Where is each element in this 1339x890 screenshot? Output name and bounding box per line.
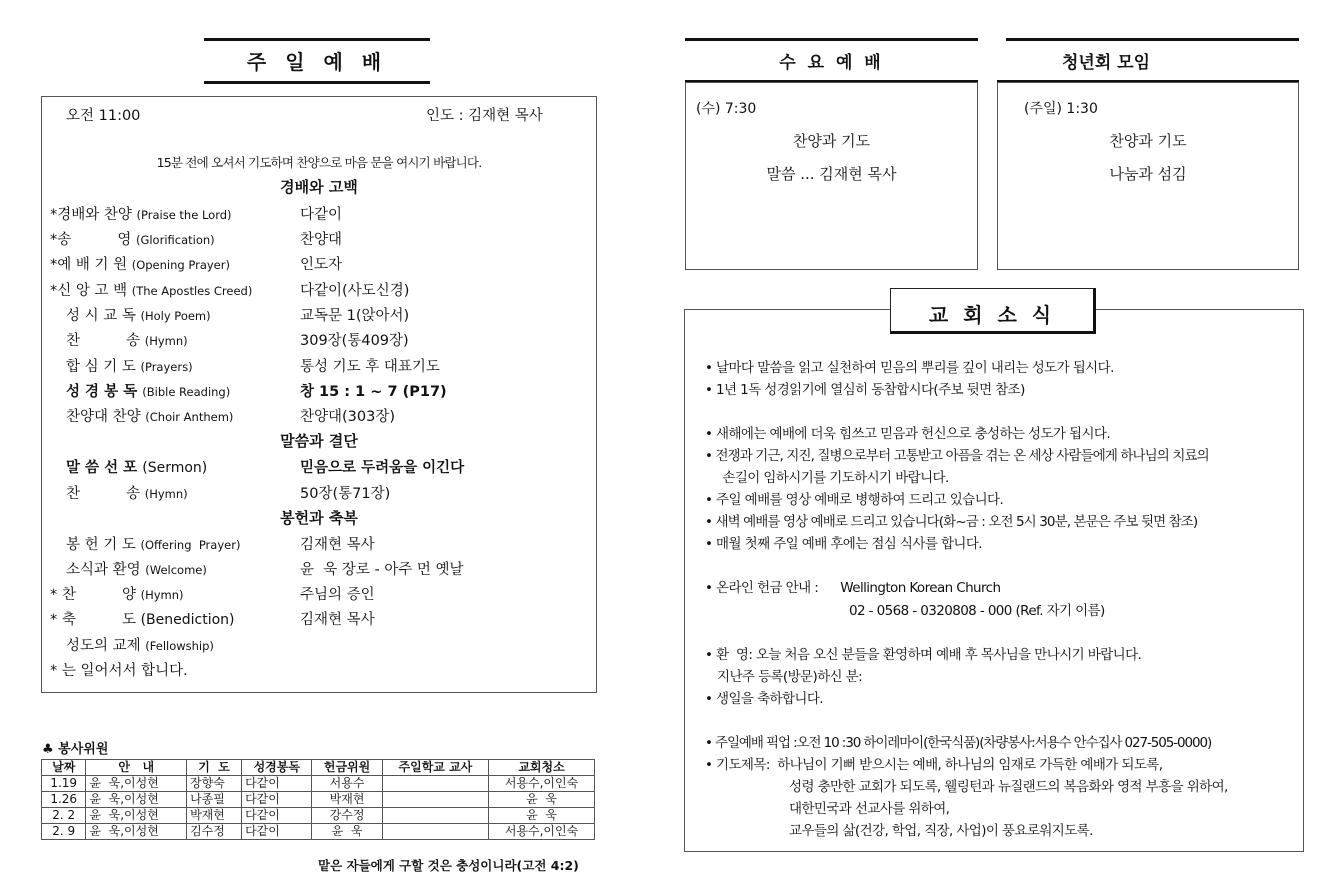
wednesday-title-rule-top	[685, 38, 978, 41]
cell-usher: 윤 욱,이성현	[86, 824, 187, 840]
col-date: 날짜	[42, 760, 86, 776]
news-box	[684, 309, 1304, 852]
youth-time: (주일) 1:30	[1024, 101, 1098, 117]
news-line: • 기도제목: 하나님이 기뻐 받으시는 예배, 하나님의 임재로 가득한 예배가 되도록,	[705, 757, 1163, 773]
arrival-notice: 15분 전에 오셔서 기도하며 찬양으로 마음 문을 여시기 바랍니다.	[156, 155, 482, 170]
news-title-box	[890, 288, 1096, 334]
news-line: 지난주 등록(방문)하신 분:	[717, 669, 863, 685]
cell-usher: 윤 욱,이성현	[86, 776, 187, 792]
sunday-service-box: 오전 11:00 인도 : 김재현 목사 15분 전에 오셔서 기도하며 찬양으로 마음 문을 여시기 바랍니다. 경배와 고백 *경배와 찬양 (Praise the Lord) 다같이 *송 영 (Glorification) 찬양대 *예 배 기 원 (Opening Prayer) 인도자 *신 앙 고 백 (The Apostles Creed) 다같이(사도신경) 성 시 교 독 (Holy Poem) 교독문 1(앉아서) 찬 송 (Hymn) 309장(통409장) 합 심 기 도 (Prayers) 통성 기도 후 대표기도 성 경 봉 독 (Bible Reading) 창 15 : 1 ~ 7 (P17) 찬양대 찬양 (Choir Anthem) 찬양대(303장) 말씀과 결단 말 씀 선 포 (Sermon) 믿음으로 두려움을 이긴다 찬 송 (Hymn) 50장(통71장) 봉헌과 축복 봉 헌 기 도 (Offering Prayer) 김재현 목사 소식과 환영 (Welcome) 윤 욱 장로 - 아주 먼 옛날 * 찬 양 (Hymn) 주님의 증인 * 축 도 (Benediction) 김재현 목사 성도의 교제 (Fellowship) * 는 일어서서 합니다.	[41, 96, 597, 693]
news-line: • 온라인 헌금 안내 : Wellington Korean Church	[705, 580, 1001, 596]
youth-title-rule-top	[1006, 38, 1299, 41]
cell-usher: 윤 욱,이성현	[86, 808, 187, 824]
cell-cleaning: 서용수,이인숙	[489, 824, 595, 840]
sunday-title-rule-top	[204, 38, 430, 41]
wednesday-title: 수 요 예 배	[779, 53, 884, 73]
section-worship-confession: 경배와 고백	[280, 178, 358, 196]
cell-offering: 윤 욱	[312, 824, 382, 840]
wednesday-box	[685, 82, 978, 270]
news-line: 손길이 임하시기를 기도하시기 바랍니다.	[715, 470, 949, 486]
news-line: • 환 영: 오늘 처음 오신 분들을 환영하며 예배 후 목사님을 만나시기 바랍니다.	[705, 647, 1142, 663]
cell-sunday-school	[382, 776, 488, 792]
cell-date: 1.26	[42, 792, 86, 808]
cell-cleaning: 윤 욱	[489, 792, 595, 808]
sunday-title: 주 일 예 배	[246, 50, 388, 74]
cell-bible: 다같이	[242, 824, 312, 840]
news-line: • 매월 첫째 주일 예배 후에는 점심 식사를 합니다.	[705, 536, 982, 552]
duty-table	[41, 759, 595, 840]
table-row	[42, 776, 595, 792]
youth-box	[997, 82, 1299, 270]
cell-prayer: 박재현	[187, 808, 242, 824]
cell-sunday-school	[382, 808, 488, 824]
section-offering-blessing: 봉헌과 축복	[280, 509, 358, 527]
cell-prayer: 장향숙	[187, 776, 242, 792]
wednesday-line-praise: 찬양과 기도	[792, 132, 871, 150]
news-line: • 전쟁과 기근, 지진, 질병으로부터 고통받고 아픔을 겪는 온 세상 사람들에게 하나님의 치료의	[705, 448, 1209, 464]
col-cleaning: 교회청소	[489, 760, 595, 776]
cell-bible: 다같이	[242, 776, 312, 792]
cell-bible: 다같이	[242, 792, 312, 808]
table-row	[42, 808, 595, 824]
news-line: • 1년 1독 성경읽기에 열심히 동참합시다(주보 뒷면 참조)	[705, 382, 1025, 398]
col-offering: 헌금위원	[312, 760, 382, 776]
table-header-row	[42, 760, 595, 776]
cell-date: 2. 9	[42, 824, 86, 840]
cell-cleaning: 윤 욱	[489, 808, 595, 824]
cell-cleaning: 서용수,이인숙	[489, 776, 595, 792]
news-line: 대한민국과 선교사를 위하여,	[789, 801, 950, 817]
col-sunday-school: 주일학교 교사	[382, 760, 488, 776]
news-line: • 새벽 예배를 영상 예배로 드리고 있습니다(화~금 : 오전 5시 30분, 본문은 주보 뒷면 참조)	[705, 514, 1198, 530]
news-line: • 주일예배 픽업 :오전 10 :30 하이레마이(한국식품)(차량봉사:서용수 안수집사 027-505-0000)	[705, 735, 1212, 751]
cell-usher: 윤 욱,이성현	[86, 792, 187, 808]
closing-verse: 맡은 자들에게 구할 것은 충성이니라(고전 4:2)	[318, 858, 579, 873]
cell-prayer: 김수정	[187, 824, 242, 840]
sunday-title-rule-bottom	[204, 81, 430, 84]
news-line: • 생일을 축하합니다.	[705, 691, 823, 707]
cell-sunday-school	[382, 792, 488, 808]
cell-sunday-school	[382, 824, 488, 840]
table-row	[42, 792, 595, 808]
news-line: • 주일 예배를 영상 예배로 병행하여 드리고 있습니다.	[705, 492, 1004, 508]
news-line: • 새해에는 예배에 더욱 힘쓰고 믿음과 헌신으로 충성하는 성도가 됩시다.	[705, 426, 1111, 442]
cell-offering: 서용수	[312, 776, 382, 792]
standing-footnote: * 는 일어서서 합니다.	[50, 663, 188, 679]
cell-offering: 박재현	[312, 792, 382, 808]
news-line: 교우들의 삶(건강, 학업, 직장, 사업)이 풍요로워지도록.	[789, 823, 1093, 839]
col-prayer: 기 도	[187, 760, 242, 776]
duty-title: ♣ 봉사위원	[42, 742, 109, 757]
cell-date: 2. 2	[42, 808, 86, 824]
service-time: 오전 11:00	[66, 108, 141, 124]
youth-line-praise: 찬양과 기도	[1109, 132, 1187, 150]
cell-bible: 다같이	[242, 808, 312, 824]
cell-offering: 강수정	[312, 808, 382, 824]
youth-line-sharing: 나눔과 섬김	[1109, 165, 1187, 183]
wednesday-line-sermon: 말씀 ... 김재현 목사	[766, 165, 897, 183]
cell-prayer: 나종필	[187, 792, 242, 808]
col-usher: 안 내	[86, 760, 187, 776]
section-word-decision: 말씀과 결단	[280, 432, 358, 450]
news-line: 02 - 0568 - 0320808 - 000 (Ref. 자기 이름)	[849, 603, 1105, 619]
youth-title: 청년회 모임	[1061, 53, 1151, 73]
col-bible: 성경봉독	[242, 760, 312, 776]
cell-date: 1.19	[42, 776, 86, 792]
news-line: 성령 충만한 교회가 되도록, 웰링턴과 뉴질랜드의 복음화와 영적 부흥을 위하여,	[789, 779, 1228, 795]
news-title: 교 회 소 식	[928, 303, 1056, 327]
service-leader: 인도 : 김재현 목사	[426, 108, 543, 124]
news-line: • 날마다 말씀을 읽고 실천하여 믿음의 뿌리를 깊이 내리는 성도가 됩시다.	[705, 360, 1114, 376]
table-row	[42, 824, 595, 840]
wednesday-time: (수) 7:30	[696, 101, 757, 117]
